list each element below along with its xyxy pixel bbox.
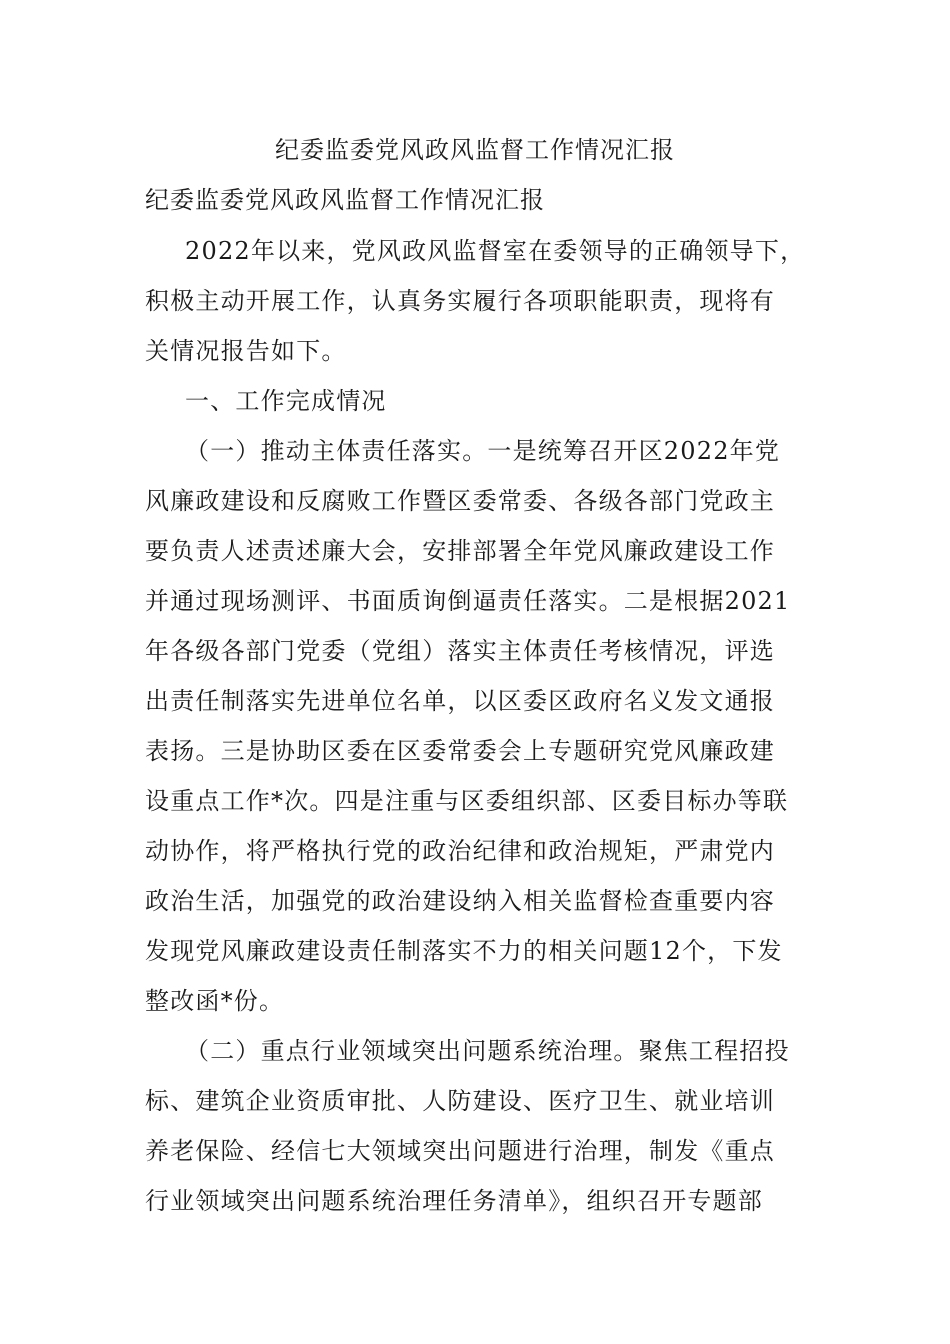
- paragraph-line: 政治生活，加强党的政治建设纳入相关监督检查重要内容: [145, 887, 775, 915]
- paragraph-line: 整改函*份。: [145, 987, 285, 1015]
- document-title: 纪委监委党风政风监督工作情况汇报: [275, 136, 675, 164]
- paragraph-line: （二）重点行业领域突出问题系统治理。聚焦工程招投: [185, 1037, 790, 1065]
- paragraph-line: （一）推动主体责任落实。一是统筹召开区2022年党: [185, 437, 781, 465]
- paragraph-line: 并通过现场测评、书面质询倒逼责任落实。二是根据2021: [145, 587, 791, 615]
- paragraph-line: 年各级各部门党委（党组）落实主体责任考核情况，评选: [145, 637, 775, 665]
- paragraph-line: 要负责人述责述廉大会，安排部署全年党风廉政建设工作: [145, 537, 775, 565]
- paragraph-line: 设重点工作*次。四是注重与区委组织部、区委目标办等联: [145, 787, 789, 815]
- paragraph-line: 动协作，将严格执行党的政治纪律和政治规矩，严肃党内: [145, 837, 775, 865]
- paragraph-line: 标、建筑企业资质审批、人防建设、医疗卫生、就业培训: [145, 1087, 775, 1115]
- paragraph-line: 发现党风廉政建设责任制落实不力的相关问题12个，下发: [145, 937, 783, 965]
- section-heading: 一、工作完成情况: [185, 387, 387, 415]
- document-subtitle: 纪委监委党风政风监督工作情况汇报: [145, 186, 545, 214]
- paragraph-line: 2022年以来，党风政风监督室在委领导的正确领导下，: [185, 237, 806, 265]
- paragraph-line: 关情况报告如下。: [145, 337, 347, 365]
- paragraph-line: 积极主动开展工作，认真务实履行各项职能职责，现将有: [145, 287, 775, 315]
- paragraph-line: 出责任制落实先进单位名单，以区委区政府名义发文通报: [145, 687, 775, 715]
- paragraph-line: 表扬。三是协助区委在区委常委会上专题研究党风廉政建: [145, 737, 775, 765]
- paragraph-line: 行业领域突出问题系统治理任务清单》，组织召开专题部: [145, 1187, 763, 1215]
- paragraph-line: 风廉政建设和反腐败工作暨区委常委、各级各部门党政主: [145, 487, 775, 515]
- paragraph-line: 养老保险、经信七大领域突出问题进行治理，制发《重点: [145, 1137, 775, 1165]
